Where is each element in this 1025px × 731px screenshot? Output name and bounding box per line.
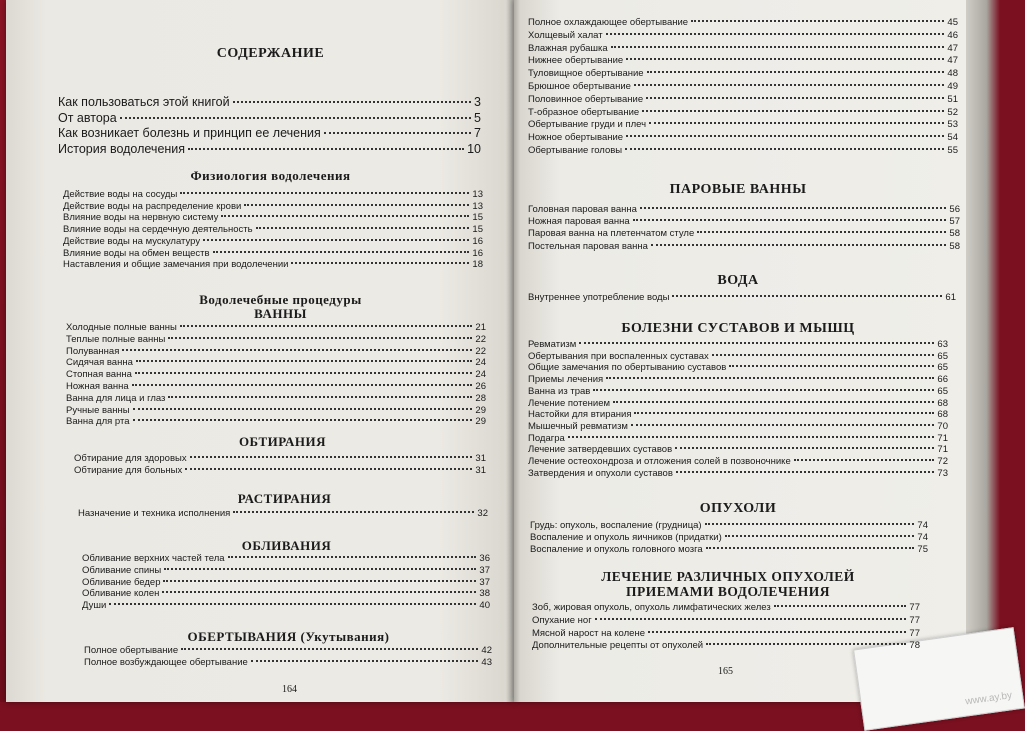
toc-entry-page: 36 (479, 553, 490, 564)
toc-entry-page: 53 (947, 119, 958, 131)
toc-entry-page: 45 (947, 17, 958, 28)
dot-leader (633, 219, 947, 221)
dot-leader (136, 360, 473, 362)
dot-leader (190, 456, 473, 458)
toc-entry-page: 7 (474, 126, 481, 140)
toc-entry (82, 588, 490, 599)
dot-leader (648, 631, 906, 633)
toc-entry-title: Ванна для лица и глаз (66, 392, 166, 404)
toc-entry-title: Общие замечания по обертыванию суставов (528, 362, 727, 374)
toc-entry-title: Полное охлаждающее обертывание (528, 17, 689, 28)
toc-entry-page: 13 (472, 189, 483, 200)
dot-leader (109, 603, 476, 605)
toc-entry-page: 57 (949, 216, 960, 228)
toc-entry (82, 565, 490, 576)
toc-entry (66, 322, 486, 333)
toc-entry-title: Влияние воды на обмен веществ (63, 247, 210, 259)
dot-leader (606, 377, 934, 379)
dot-leader (613, 401, 934, 403)
toc-entry (528, 398, 948, 409)
toc-entry-title: Туловищное обертывание (528, 68, 644, 80)
toc-entry (58, 111, 481, 125)
section-heading: ПРИЕМАМИ ВОДОЛЕЧЕНИЯ (625, 584, 831, 599)
toc-entry (78, 508, 488, 519)
toc-entry-title: Ножная ванна (66, 381, 129, 392)
toc-entry-title: Воспаление и опухоль головного мозга (530, 544, 703, 556)
dot-leader (676, 471, 935, 473)
toc-entry-page: 74 (917, 532, 928, 544)
toc-entry (528, 241, 960, 252)
dot-leader (132, 384, 473, 386)
dot-leader (626, 58, 944, 60)
toc-entry-page: 16 (472, 247, 483, 259)
toc-entry (528, 145, 958, 156)
toc-entry-page: 68 (937, 409, 948, 421)
toc-entry-title: Ножное обертывание (528, 132, 624, 144)
toc-entry-page: 74 (917, 520, 928, 531)
toc-entry-page: 47 (947, 55, 958, 67)
toc-entry-title: Как возникает болезнь и принцип ее лечения (58, 126, 321, 140)
toc-entry-page: 75 (917, 544, 928, 556)
toc-entry (528, 228, 960, 239)
toc-entry-title: Воспаление и опухоль яичников (придатки) (530, 532, 722, 544)
dot-leader (568, 436, 935, 438)
toc-entry-page: 52 (947, 106, 958, 118)
toc-entry (528, 132, 958, 143)
toc-entry (528, 386, 948, 397)
page-number: 164 (282, 684, 297, 695)
toc-entry-page: 58 (949, 240, 960, 252)
toc-entry-page: 78 (909, 640, 920, 652)
toc-entry-title: Обтирание для здоровых (74, 453, 187, 464)
toc-entry (528, 119, 958, 130)
toc-entry-page: 24 (475, 369, 486, 381)
toc-entry-page: 37 (479, 564, 490, 576)
page-title: СОДЕРЖАНИЕ (216, 46, 325, 61)
dot-leader (233, 511, 474, 513)
toc-entry (66, 393, 486, 404)
toc-entry-title: Действие воды на мускулатуру (63, 235, 201, 247)
dot-leader (324, 132, 471, 134)
toc-entry (528, 17, 958, 28)
dot-leader (606, 33, 945, 35)
toc-entry-title: Теплые полные ванны (66, 333, 166, 345)
dot-leader (162, 591, 476, 593)
toc-entry-title: Полное возбуждающее обертывание (84, 656, 248, 668)
toc-entry (532, 602, 920, 613)
section-heading: ОБЕРТЫВАНИЯ (Укутывания) (187, 629, 390, 644)
dot-leader (647, 71, 945, 73)
section-heading: ОПУХОЛИ (699, 501, 777, 516)
toc-entry-page: 13 (472, 200, 483, 212)
toc-entry-page: 28 (475, 392, 486, 404)
toc-entry-page: 46 (947, 29, 958, 41)
dot-leader (697, 231, 946, 233)
toc-entry-title: Лечение остеохондроза и отложения солей в позвоночнике (528, 456, 791, 467)
section-heading: ВОДА (717, 273, 759, 288)
toc-entry-title: Назначение и техника исполнения (78, 508, 231, 519)
toc-entry (63, 236, 483, 247)
section-heading: ЛЕЧЕНИЕ РАЗЛИЧНЫХ ОПУХОЛЕЙ (601, 569, 855, 584)
toc-entry (63, 224, 483, 235)
dot-leader (626, 135, 944, 137)
toc-entry-page: 38 (479, 588, 490, 600)
toc-entry-page: 21 (475, 322, 486, 333)
toc-entry-title: Опухание ног (532, 614, 592, 626)
toc-entry (74, 453, 486, 464)
toc-entry-title: Как пользоваться этой книгой (58, 95, 230, 109)
toc-entry-title: Обливание колен (82, 588, 160, 600)
toc-entry-page: 10 (467, 141, 481, 156)
toc-entry-title: Ревматизм (528, 339, 577, 350)
toc-entry-page: 47 (947, 42, 958, 54)
toc-entry-title: Обертывание головы (528, 145, 623, 156)
toc-entry (532, 640, 920, 651)
dot-leader (706, 547, 915, 549)
toc-entry (528, 409, 948, 420)
toc-entry-page: 73 (937, 467, 948, 479)
toc-entry-title: Грудь: опухоль, воспаление (грудница) (530, 520, 702, 531)
dot-leader (712, 354, 935, 356)
dot-leader (729, 365, 934, 367)
dot-leader (634, 84, 944, 86)
dot-leader (649, 122, 944, 124)
toc-entry (66, 346, 486, 357)
page-number: 165 (718, 666, 733, 677)
toc-entry (530, 544, 928, 555)
toc-entry (528, 81, 958, 92)
toc-entry-title: Обливание верхних частей тела (82, 553, 225, 564)
toc-entry-title: История водолечения (58, 141, 186, 156)
section-heading: Водолечебные процедуры (199, 292, 362, 307)
toc-entry-page: 3 (474, 95, 481, 109)
toc-entry-title: Внутреннее употребление воды (528, 292, 670, 303)
dot-leader (642, 110, 944, 112)
dot-leader (180, 192, 469, 194)
dot-leader (180, 325, 473, 327)
toc-entry-page: 26 (475, 381, 486, 392)
toc-entry (63, 201, 483, 212)
toc-entry (528, 55, 958, 66)
dot-leader (611, 46, 945, 48)
dot-leader (774, 605, 907, 607)
section-heading: ОБЛИВАНИЯ (241, 538, 332, 553)
toc-entry-title: Обливание бедер (82, 576, 161, 588)
dot-leader (185, 468, 472, 470)
toc-entry-title: Головная паровая ванна (528, 204, 637, 215)
toc-entry-page: 77 (909, 602, 920, 613)
toc-entry (58, 142, 481, 156)
toc-entry-page: 42 (481, 645, 492, 656)
section-heading: Физиология водолечения (190, 168, 351, 183)
toc-entry-page: 61 (945, 292, 956, 303)
toc-entry-title: Обертывание груди и плеч (528, 119, 647, 131)
toc-entry (528, 456, 948, 467)
dot-leader (706, 643, 906, 645)
toc-entry (528, 204, 960, 215)
dot-leader (579, 342, 934, 344)
toc-entry-title: Брюшное обертывание (528, 81, 631, 92)
toc-entry (528, 30, 958, 41)
toc-entry-title: Влияние воды на сердечную деятельность (63, 224, 253, 236)
toc-entry (530, 532, 928, 543)
toc-entry-page: 29 (475, 404, 486, 416)
toc-entry-page: 31 (475, 464, 486, 476)
toc-entry-page: 71 (937, 432, 948, 444)
dot-leader (188, 148, 464, 150)
dot-leader (675, 447, 934, 449)
dot-leader (244, 204, 469, 206)
toc-entry-title: Половинное обертывание (528, 93, 644, 105)
toc-entry-title: Дополнительные рецепты от опухолей (532, 640, 704, 652)
dot-leader (251, 660, 479, 662)
toc-entry-title: Стопная ванна (66, 369, 132, 381)
toc-entry-page: 22 (475, 333, 486, 345)
toc-entry-page: 40 (479, 600, 490, 612)
section-heading: ВАННЫ (254, 306, 307, 321)
toc-entry (66, 416, 486, 427)
dot-leader (164, 568, 476, 570)
toc-entry (528, 468, 948, 479)
toc-entry-title: Ножная паровая ванна (528, 216, 630, 228)
section-heading: БОЛЕЗНИ СУСТАВОВ И МЫШЦ (621, 321, 855, 336)
toc-entry (528, 68, 958, 79)
toc-entry-title: Подагра (528, 432, 565, 444)
toc-entry-page: 55 (947, 145, 958, 156)
toc-entry-title: Нижнее обертывание (528, 55, 624, 67)
toc-entry-page: 49 (947, 81, 958, 92)
toc-entry (66, 369, 486, 380)
toc-entry (58, 95, 481, 109)
toc-entry (66, 357, 486, 368)
toc-entry-title: Лечение затвердевших суставов (528, 444, 673, 456)
dot-leader (203, 239, 469, 241)
toc-entry-title: Зоб, жировая опухоль, опухоль лимфатических желез (532, 602, 771, 613)
dot-leader (631, 424, 934, 426)
toc-entry (528, 216, 960, 227)
dot-leader (133, 419, 473, 421)
toc-entry (528, 362, 948, 373)
toc-entry-page: 56 (949, 204, 960, 215)
dot-leader (634, 412, 934, 414)
dot-leader (233, 101, 472, 103)
toc-entry-page: 37 (479, 576, 490, 588)
toc-entry-page: 71 (937, 444, 948, 456)
toc-entry-title: Ванна из трав (528, 385, 591, 397)
toc-entry-title: Затвердения и опухоли суставов (528, 467, 673, 479)
page-edges (966, 0, 1000, 702)
dot-leader (181, 648, 478, 650)
toc-entry-page: 43 (481, 656, 492, 668)
toc-entry (528, 292, 956, 303)
toc-entry (528, 339, 948, 350)
toc-entry (66, 381, 486, 392)
toc-entry-page: 70 (937, 420, 948, 432)
toc-entry-title: Мышечный ревматизм (528, 420, 628, 432)
dot-leader (625, 148, 944, 150)
toc-entry-page: 5 (474, 110, 481, 125)
toc-entry (528, 107, 958, 118)
toc-entry (63, 248, 483, 259)
dot-leader (163, 580, 476, 582)
dot-leader (640, 207, 947, 209)
dot-leader (135, 372, 473, 374)
toc-entry-page: 15 (472, 224, 483, 236)
toc-entry-page: 66 (937, 374, 948, 386)
toc-entry (532, 615, 920, 626)
toc-entry-page: 72 (937, 456, 948, 467)
toc-entry-title: Сидячая ванна (66, 357, 133, 369)
toc-entry-title: Влияние воды на нервную систему (63, 212, 219, 224)
toc-entry (82, 600, 490, 611)
toc-entry (84, 657, 492, 668)
toc-entry-page: 68 (937, 397, 948, 409)
toc-entry-page: 32 (477, 508, 488, 519)
toc-entry-page: 54 (947, 132, 958, 144)
toc-entry (528, 444, 948, 455)
dot-leader (593, 389, 934, 391)
toc-entry-title: Постельная паровая ванна (528, 240, 648, 252)
toc-entry (82, 553, 490, 564)
toc-entry-title: Ручные ванны (66, 404, 130, 416)
section-heading: ПАРОВЫЕ ВАННЫ (669, 182, 807, 197)
toc-entry-page: 58 (949, 228, 960, 240)
toc-entry (63, 212, 483, 223)
dot-leader (595, 618, 907, 620)
toc-entry-page: 51 (947, 93, 958, 105)
toc-entry-title: Влажная рубашка (528, 42, 608, 54)
toc-entry (58, 126, 481, 140)
toc-entry-page: 24 (475, 357, 486, 369)
toc-entry (528, 94, 958, 105)
dot-leader (228, 556, 477, 558)
section-heading: РАСТИРАНИЯ (237, 491, 332, 506)
toc-entry (532, 628, 920, 639)
dot-leader (168, 337, 472, 339)
dot-leader (291, 262, 469, 264)
dot-leader (672, 295, 942, 297)
dot-leader (651, 244, 947, 246)
toc-entry-page: 31 (475, 453, 486, 464)
toc-entry-title: Души (82, 600, 107, 612)
toc-entry (528, 433, 948, 444)
dot-leader (691, 20, 944, 22)
toc-entry-title: Действие воды на распределение крови (63, 200, 242, 212)
dot-leader (168, 396, 472, 398)
toc-entry-title: Полное обертывание (84, 645, 179, 656)
toc-entry-title: Холщевый халат (528, 29, 603, 41)
toc-entry-title: Т-образное обертывание (528, 106, 640, 118)
dot-leader (794, 459, 935, 461)
toc-entry (82, 577, 490, 588)
toc-entry (66, 405, 486, 416)
toc-entry-title: Мясной нарост на колене (532, 627, 645, 639)
toc-entry (66, 334, 486, 345)
toc-entry-title: Наставления и общие замечания при водолечении (63, 259, 289, 271)
watermark: www.ay.by (964, 690, 1013, 708)
section-heading: ОБТИРАНИЯ (238, 434, 327, 449)
toc-entry (530, 520, 928, 531)
toc-entry (84, 645, 492, 656)
dot-leader (221, 215, 469, 217)
toc-entry (63, 189, 483, 200)
toc-entry-title: Обливание спины (82, 564, 162, 576)
toc-entry-page: 65 (937, 350, 948, 362)
toc-entry-page: 65 (937, 362, 948, 374)
toc-entry-title: Обертывания при воспаленных суставах (528, 350, 709, 362)
dot-leader (705, 523, 915, 525)
toc-entry (528, 351, 948, 362)
toc-entry-title: Паровая ванна на плетенчатом стуле (528, 228, 695, 240)
toc-entry (528, 421, 948, 432)
toc-entry-page: 77 (909, 614, 920, 626)
toc-entry-title: Холодные полные ванны (66, 322, 177, 333)
toc-entry-page: 16 (472, 235, 483, 247)
toc-entry (528, 43, 958, 54)
toc-entry-page: 77 (909, 627, 920, 639)
toc-entry (74, 465, 486, 476)
dot-leader (725, 535, 915, 537)
toc-entry-title: Ванна для рта (66, 416, 130, 428)
toc-entry-title: Полуванная (66, 345, 120, 357)
toc-entry-title: Лечение потением (528, 397, 611, 409)
dot-leader (133, 408, 473, 410)
toc-entry-title: Приемы лечения (528, 374, 604, 386)
dot-leader (120, 117, 471, 119)
toc-entry-page: 22 (475, 345, 486, 357)
toc-entry-title: Настойки для втирания (528, 409, 632, 421)
toc-entry-page: 65 (937, 385, 948, 397)
toc-entry-title: Обтирание для больных (74, 464, 183, 476)
toc-entry-title: От автора (58, 110, 117, 125)
toc-entry-page: 63 (937, 339, 948, 350)
dot-leader (646, 97, 944, 99)
dot-leader (122, 349, 472, 351)
toc-entry (528, 374, 948, 385)
toc-entry-title: Действие воды на сосуды (63, 189, 178, 200)
toc-entry-page: 48 (947, 68, 958, 80)
dot-leader (256, 227, 470, 229)
toc-entry-page: 15 (472, 212, 483, 224)
toc-entry-page: 29 (475, 416, 486, 428)
toc-entry (63, 259, 483, 270)
dot-leader (213, 251, 470, 253)
toc-entry-page: 18 (472, 259, 483, 271)
